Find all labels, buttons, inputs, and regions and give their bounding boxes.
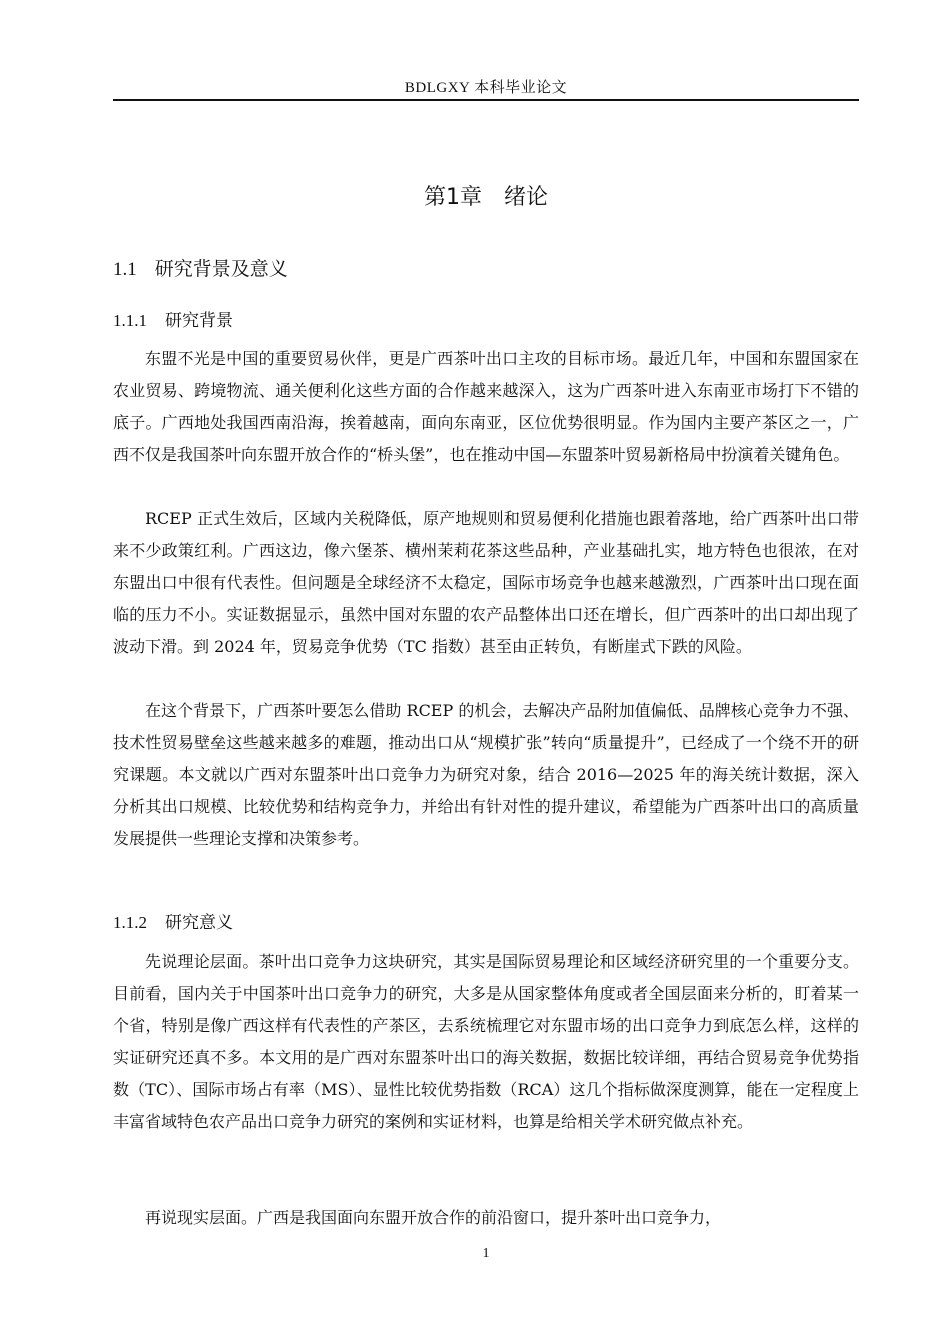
page-number: 1 bbox=[482, 1246, 490, 1261]
chapter-name: 绪论 bbox=[503, 185, 548, 210]
subsection-number: 1.1.2 bbox=[113, 913, 147, 932]
paragraph: 先说理论层面。茶叶出口竞争力这块研究，其实是国际贸易理论和区域经济研究里的一个重要分支。目前看，国内关于中国茶叶出口竞争力的研究，大多是从国家整体角度或者全国层面来分析的，盯着某一个省，特别是像广西这样有代表性的产茶区，去系统梳理它对东盟市场的出口竞争力到底怎么样，这样的实证研究还真不多。本文用的是广西对东盟茶叶出口的海关数据，数据比较详细，再结合贸易竞争优势指数（TC）、国际市场占有率（MS）、显性比较优势指数（RCA）这几个指标做深度测算，能在一定程度上丰富省域特色农产品出口竞争力研究的案例和实证材料，也算是给相关学术研究做点补充。 bbox=[113, 952, 859, 1131]
subsection-heading-1-1-2 bbox=[113, 908, 233, 933]
paragraph: RCEP 正式生效后，区域内关税降低，原产地规则和贸易便利化措施也跟着落地，给广西茶叶出口带来不少政策红利。广西这边，像六堡茶、横州茉莉花茶这些品种，产业基础扎实，地方特色也很浓，在对东盟出口中很有代表性。但问题是全球经济不太稳定，国际市场竞争也越来越激烈，广西茶叶出口现在面临的压力不小。实证数据显示，虽然中国对东盟的农产品整体出口还在增长，但广西茶叶的出口却出现了波动下滑。到 2024 年，贸易竞争优势（TC 指数）甚至由正转负，有断崖式下跌的风险。 bbox=[113, 509, 859, 656]
running-header: BDLGXY 本科毕业论文 bbox=[404, 80, 568, 96]
section-title: 研究背景及意义 bbox=[154, 258, 288, 280]
chapter-number: 第1章 bbox=[423, 185, 482, 210]
paragraph: 再说现实层面。广西是我国面向东盟开放合作的前沿窗口，提升茶叶出口竞争力， bbox=[145, 1208, 722, 1227]
chapter-title bbox=[113, 180, 859, 211]
section-number: 1.1 bbox=[113, 259, 137, 280]
subsection-title: 研究背景 bbox=[165, 311, 233, 331]
paragraph: 在这个背景下，广西茶叶要怎么借助 RCEP 的机会，去解决产品附加值偏低、品牌核心竞争力不强、技术性贸易壁垒这些越来越多的难题，推动出口从“规模扩张”转向“质量提升”，已经成了一个绕不开的研究课题。本文就以广西对东盟茶叶出口竞争力为研究对象，结合 2016—2025 年的海关统计数据，深入分析其出口规模、比较优势和结构竞争力，并给出有针对性的提升建议，希望能为广西茶叶出口的高质量发展提供一些理论支撑和决策参考。 bbox=[113, 701, 859, 848]
section-heading-1-1 bbox=[113, 254, 288, 281]
subsection-heading-1-1-1 bbox=[113, 306, 233, 331]
subsection-title: 研究意义 bbox=[165, 913, 233, 933]
paragraph: 东盟不光是中国的重要贸易伙伴，更是广西茶叶出口主攻的目标市场。最近几年，中国和东盟国家在农业贸易、跨境物流、通关便利化这些方面的合作越来越深入，这为广西茶叶进入东南亚市场打下不错的底子。广西地处我国西南沿海，挨着越南，面向东南亚，区位优势很明显。作为国内主要产茶区之一，广西不仅是我国茶叶向东盟开放合作的“桥头堡”，也在推动中国—东盟茶叶贸易新格局中扮演着关键角色。 bbox=[113, 349, 859, 464]
header-rule bbox=[113, 99, 859, 101]
subsection-number: 1.1.1 bbox=[113, 311, 147, 330]
